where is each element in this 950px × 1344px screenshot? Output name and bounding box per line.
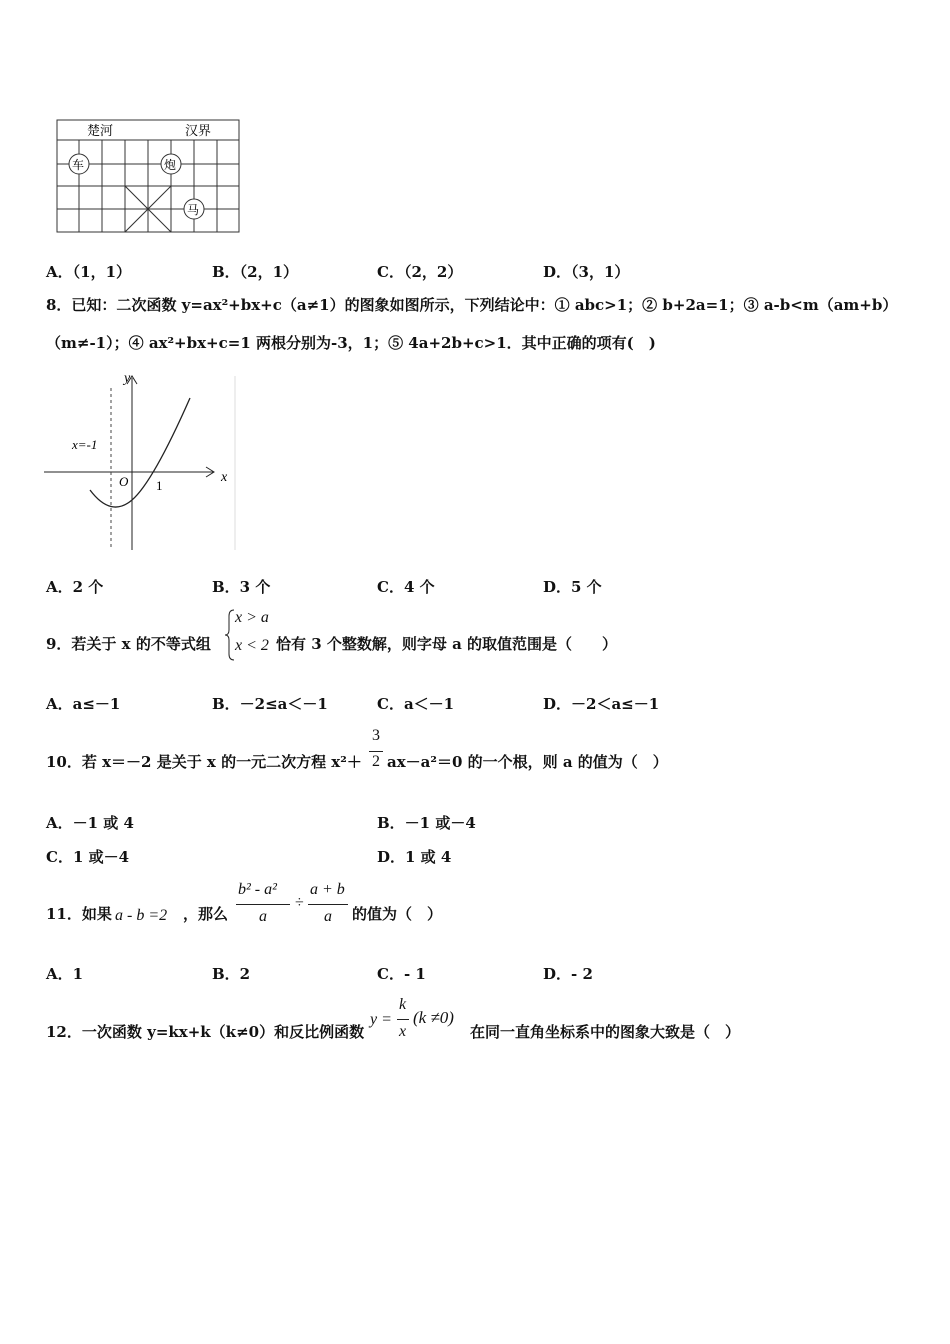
graph-origin-label: O (119, 474, 129, 489)
q8-option-a: A．2 个 (46, 578, 104, 596)
q8-line2: （m≠-1）；④ ax²+bx+c=1 两根分别为-3，1；⑤ 4a+2b+c>1．其中正确的项有( ) (46, 334, 656, 352)
parabola-graph (40, 368, 240, 553)
q10-option-d: D．1 或 4 (377, 848, 452, 866)
piece-ma: 马 (187, 203, 200, 217)
q11-frac1-denominator: a (259, 908, 267, 925)
q11-frac1-bar (236, 904, 290, 905)
q10-frac-bar (369, 751, 383, 752)
q12-y-equals: y = (370, 1011, 392, 1028)
q11-option-b: B．2 (212, 965, 251, 983)
q11-option-c: C．- 1 (377, 965, 426, 983)
q11-frac1-numerator: b² - a² (238, 881, 277, 898)
q10-suffix: ax－a²＝0 的一个根，则 a 的值为（ ） (387, 753, 668, 771)
q11-comma: ，那么 (183, 905, 229, 923)
q9-prefix: 9．若关于 x 的不等式组 (46, 635, 211, 653)
q9-suffix: 恰有 3 个整数解，则字母 a 的取值范围是（ ） (276, 635, 618, 653)
river-right-label: 汉界 (185, 124, 212, 139)
river-left-label: 楚河 (87, 124, 114, 139)
q11-prefix: 11．如果 (46, 905, 112, 923)
q10-frac-denominator: 2 (372, 753, 380, 770)
graph-one-label: 1 (156, 478, 163, 493)
q12-condition: (k ≠0) (413, 1008, 454, 1027)
graph-axis-of-symmetry-label: x=-1 (72, 437, 98, 452)
piece-pao: 炮 (164, 158, 177, 172)
chess-board-figure (55, 118, 241, 234)
q7-option-b: B．（2，1） (212, 263, 299, 281)
q11-divide-sign: ÷ (295, 894, 304, 911)
q10-prefix: 10．若 x＝－2 是关于 x 的一元二次方程 x²＋ (46, 753, 362, 771)
piece-che: 车 (72, 158, 85, 172)
q9-option-a: A．a≤－1 (46, 695, 121, 713)
q11-suffix: 的值为（ ） (352, 905, 443, 923)
q12-suffix: 在同一直角坐标系中的图象大致是（ ） (470, 1023, 741, 1041)
q8-option-b: B．3 个 (212, 578, 271, 596)
q11-frac2-denominator: a (324, 908, 332, 925)
q7-option-a: A．（1，1） (46, 263, 132, 281)
q10-option-c: C．1 或－4 (46, 848, 130, 866)
q11-frac2-bar (308, 904, 348, 905)
q12-frac-bar (397, 1019, 409, 1020)
q9-system-line1: x > a (235, 609, 269, 626)
graph-y-label: y (124, 371, 131, 386)
q9-option-c: C．a＜－1 (377, 695, 455, 713)
q9-option-b: B．－2≤a＜－1 (212, 695, 328, 713)
q9-option-d: D．－2＜a≤－1 (543, 695, 660, 713)
q12-frac-numerator: k (399, 996, 407, 1013)
q11-frac2-numerator: a + b (310, 881, 345, 898)
q11-option-a: A．1 (46, 965, 84, 983)
q9-system-line2: x < 2 (235, 637, 269, 654)
q11-condition: a - b =2 (115, 907, 168, 924)
q12-frac-denominator: x (399, 1023, 407, 1040)
q7-option-d: D．（3，1） (543, 263, 630, 281)
q8-option-d: D．5 个 (543, 578, 602, 596)
q11-option-d: D．- 2 (543, 965, 593, 983)
q8-line1: 8．已知：二次函数 y=ax²+bx+c（a≠1）的图象如图所示，下列结论中：① abc>1；② b+2a=1；③ a-b<m（am+b） (46, 296, 898, 314)
q10-option-b: B．－1 或－4 (377, 814, 476, 832)
q10-option-a: A．－1 或 4 (46, 814, 134, 832)
q7-option-c: C．（2，2） (377, 263, 463, 281)
graph-x-label: x (221, 470, 228, 485)
q8-option-c: C．4 个 (377, 578, 435, 596)
q10-frac-numerator: 3 (372, 727, 380, 744)
q12-prefix: 12．一次函数 y=kx+k（k≠0）和反比例函数 (46, 1023, 365, 1041)
